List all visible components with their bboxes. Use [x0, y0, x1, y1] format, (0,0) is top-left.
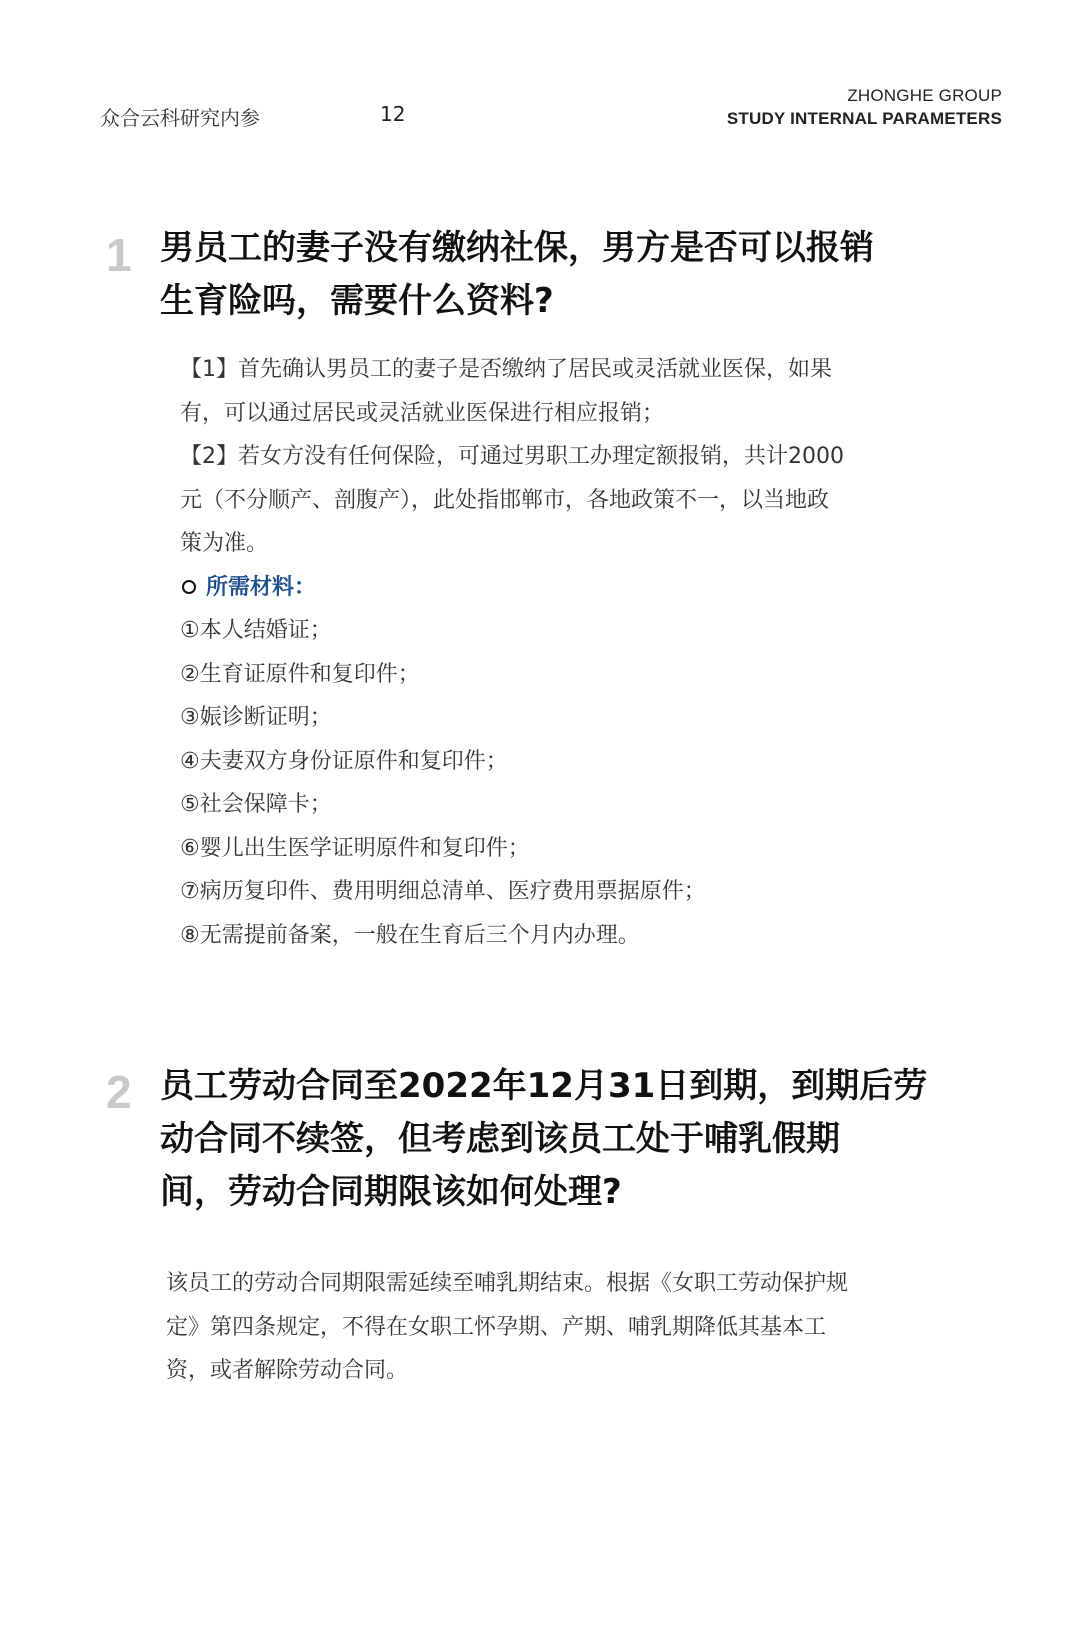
- list-item: ①本人结婚证；: [180, 618, 332, 643]
- publication-title: 众合云科研究内参: [100, 106, 260, 130]
- section-number: 1: [106, 229, 132, 281]
- section-body: [166, 1262, 946, 1393]
- section-title: [160, 1060, 950, 1219]
- list-item: ⑦病历复印件、费用明细总清单、医疗费用票据原件；: [180, 879, 706, 904]
- paragraph-line: 有，可以通过居民或灵活就业医保进行相应报销；: [180, 400, 665, 426]
- paragraph-line: 【1】首先确认男员工的妻子是否缴纳了居民或灵活就业医保，如果: [180, 357, 832, 382]
- list-item: ⑧无需提前备案，一般在生育后三个月内办理。: [180, 922, 640, 948]
- paragraph-line: 元（不分顺产、剖腹产），此处指邯郸市，各地政策不一，以当地政: [180, 487, 830, 513]
- section-title-line: 动合同不续签，但考虑到该员工处于哺乳假期: [160, 1119, 840, 1159]
- section-number: 2: [106, 1066, 132, 1118]
- section-title: [160, 222, 950, 328]
- materials-label: 所需材料：: [206, 574, 317, 600]
- circle-bullet-icon: [182, 580, 196, 594]
- brand-block: [727, 86, 1002, 129]
- list-item: ③娠诊断证明；: [180, 705, 332, 730]
- section-title-line: 员工劳动合同至2022年12月31日到期，到期后劳: [160, 1066, 928, 1106]
- page-number: 12: [380, 102, 406, 126]
- brand-name: ZHONGHE GROUP: [847, 86, 1002, 105]
- section-title-line: 间，劳动合同期限该如何处理?: [160, 1172, 622, 1212]
- list-item: ④夫妻双方身份证原件和复印件；: [180, 748, 508, 774]
- list-item: ⑥婴儿出生医学证明原件和复印件；: [180, 835, 530, 861]
- materials-heading: [180, 566, 940, 610]
- section-title-line: 生育险吗，需要什么资料?: [160, 281, 554, 321]
- section-body: [180, 348, 940, 957]
- list-item: ②生育证原件和复印件；: [180, 661, 420, 687]
- brand-subtitle: STUDY INTERNAL PARAMETERS: [726, 109, 1002, 128]
- paragraph-line: 定》第四条规定，不得在女职工怀孕期、产期、哺乳期降低其基本工: [166, 1314, 827, 1340]
- list-item: ⑤社会保障卡；: [180, 792, 332, 817]
- paragraph-line: 该员工的劳动合同期限需延续至哺乳期结束。根据《女职工劳动保护规: [166, 1271, 849, 1296]
- paragraph-line: 策为准。: [180, 531, 269, 556]
- paragraph-line: 【2】若女方没有任何保险，可通过男职工办理定额报销，共计2000: [180, 444, 844, 469]
- paragraph-line: 资，或者解除劳动合同。: [166, 1358, 409, 1383]
- section-title-line: 男员工的妻子没有缴纳社保，男方是否可以报销: [160, 228, 874, 268]
